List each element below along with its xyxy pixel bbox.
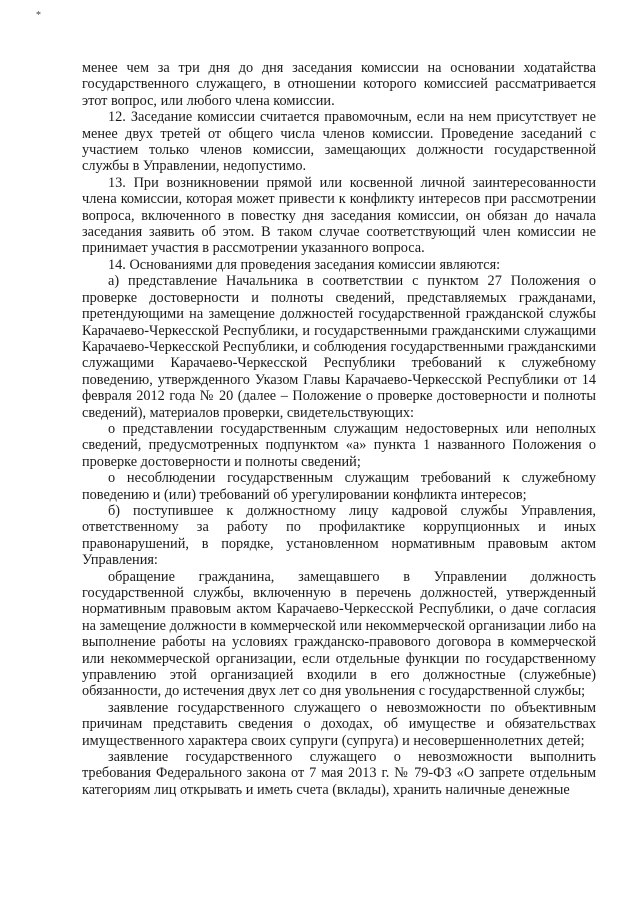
paragraph: менее чем за три дня до дня заседания комиссии на основании ходатайства государственного служащего, в отношении которого комиссией рассматривается этот вопрос, или любого члена комиссии. [82, 60, 596, 109]
paragraph: о представлении государственным служащим недостоверных или неполных сведений, предусмотренных подпунктом «а» пункта 1 названного Положения о проверке достоверности и полноты сведений; [82, 420, 596, 470]
paragraph: заявление государственного служащего о невозможности по объективным причинам представить сведения о доходах, об имуществе и обязательствах имущественного характера своих супруги (супруга) и несовершеннолетних детей; [82, 699, 596, 749]
paragraph: о несоблюдении государственным служащим требований к служебному поведению и (или) требований об урегулировании конфликта интересов; [82, 470, 596, 503]
paragraph: обращение гражданина, замещавшего в Управлении должность государственной службы, включенную в перечень должностей, утвержденный нормативным правовым актом Карачаево-Черкесской Республики, о даче согласия на замещение должности в коммерческой или некоммерческой организации либо на выполнение работы на условиях гражданско-правового договора в коммерческой или некоммерческой организации, если отдельные функции по государственному управлению этой организацией входили в его должностные (служебные) обязанности, до истечения двух лет со дня увольнения с государственной службы; [82, 568, 596, 700]
paragraph: 12. Заседание комиссии считается правомочным, если на нем присутствует не менее двух третей от общего числа членов комиссии. Проведение заседаний с участием только членов комиссии, замещающих должности государственной службы в Управлении, недопустимо. [82, 109, 596, 175]
paragraph: б) поступившее к должностному лицу кадровой службы Управления, ответственному за работу по профилактике коррупционных и иных правонарушений, в порядке, установленном нормативным правовым актом Управления: [82, 502, 596, 569]
paragraph: заявление государственного служащего о невозможности выполнить требования Федерального закона от 7 мая 2013 г. № 79-ФЗ «О запрете отдельным категориям лиц открывать и иметь счета (вклады), хранить наличные денежные [82, 749, 596, 798]
paragraph: 14. Основаниями для проведения заседания комиссии являются: [108, 256, 501, 273]
page-mark: * [36, 10, 41, 21]
document-text [82, 60, 596, 798]
paragraph: а) представление Начальника в соответствии с пунктом 27 Положения о проверке достоверности и полноты сведений, представляемых гражданами, претендующими на замещение должностей государственной гражданской службы Карачаево-Черкесской Республики, и государственными гражданскими служащими Карачаево-Черкесской Республики, и соблюдения государственными гражданскими служащими Карачаево-Черкесской Республики требований к служебному поведению, утвержденного Указом Главы Карачаево-Черкесской Республики от 14 февраля 2012 года № 20 (далее – Положение о проверке достоверности и полноты сведений), материалов проверки, свидетельствующих: [82, 273, 596, 421]
paragraph: 13. При возникновении прямой или косвенной личной заинтересованности члена комиссии, которая может привести к конфликту интересов при рассмотрении вопроса, включенного в повестку дня заседания комиссии, он обязан до начала заседания заявить об этом. В таком случае соответствующий член комиссии не принимает участия в рассмотрении указанного вопроса. [82, 174, 596, 257]
